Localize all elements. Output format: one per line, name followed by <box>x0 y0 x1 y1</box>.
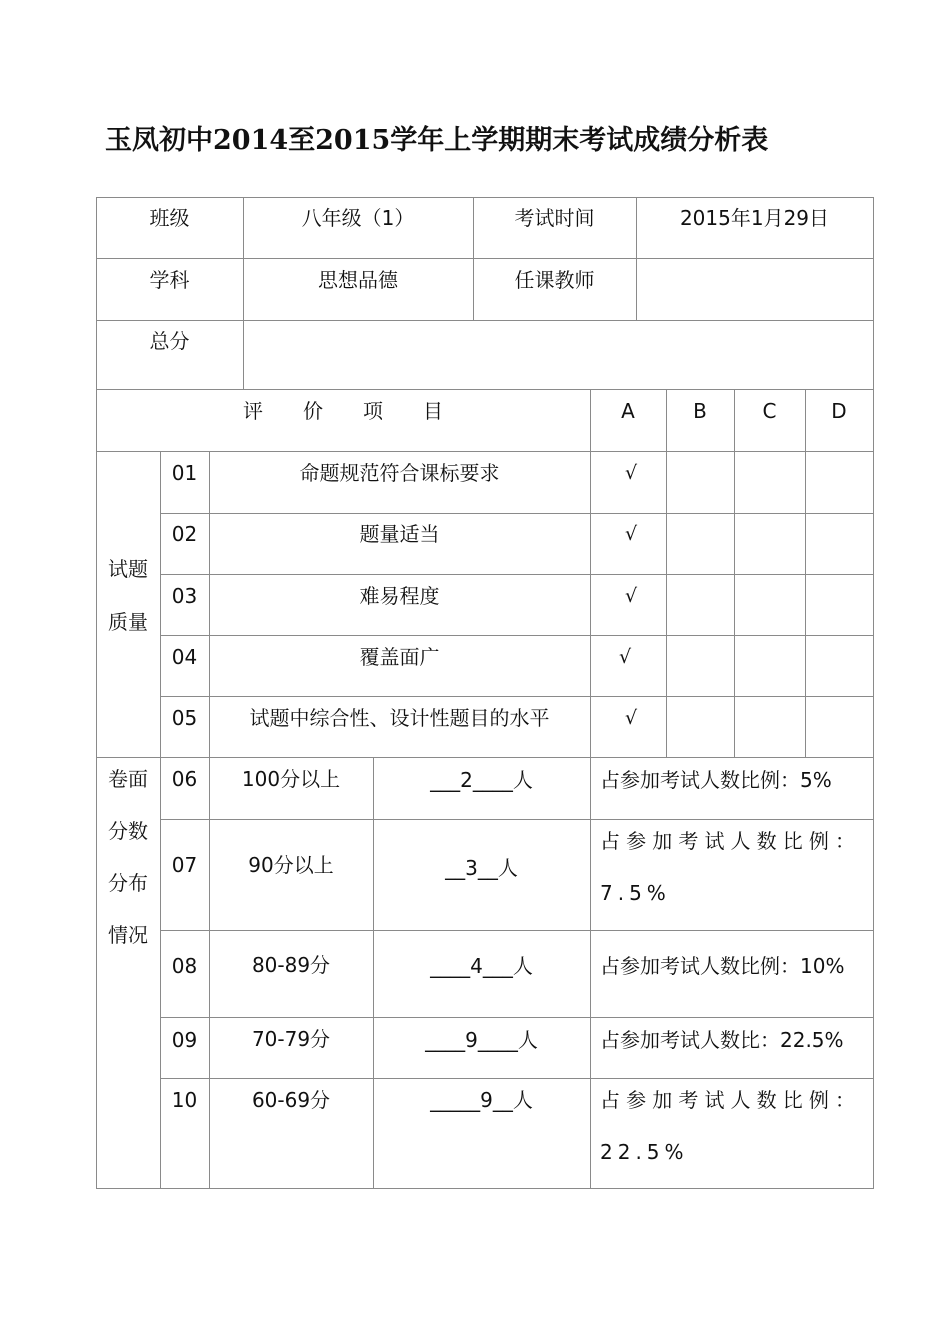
table-rule <box>96 757 874 758</box>
student-count: ___2____人 <box>430 768 533 792</box>
row-number: 03 <box>171 584 198 608</box>
row-number: 10 <box>171 1088 198 1112</box>
row-number: 08 <box>171 954 198 978</box>
ratio-text: 占参加考试人数比例：10% <box>600 954 845 978</box>
grade-b-header: B <box>693 399 707 423</box>
distribution-section-label: 卷面 <box>108 767 148 791</box>
table-rule <box>96 451 874 452</box>
class-label: 班级 <box>149 206 190 230</box>
table-rule <box>96 389 874 390</box>
table-rule <box>160 451 161 1188</box>
ratio-text: 占参加考试人数比例：22.5% <box>600 1088 860 1164</box>
subject-label: 学科 <box>149 268 190 292</box>
grade-c-header: C <box>762 399 777 423</box>
checkmark: √ <box>625 462 638 484</box>
grade-a-header: A <box>621 399 635 423</box>
score-range: 90分以上 <box>248 853 334 877</box>
table-border-bottom <box>96 1188 874 1189</box>
checkmark: √ <box>625 523 638 545</box>
table-rule <box>666 389 667 757</box>
table-border-top <box>96 197 874 198</box>
row-number: 04 <box>171 645 198 669</box>
distribution-section-label: 分布 <box>108 871 148 895</box>
table-rule <box>805 389 806 757</box>
row-number: 09 <box>171 1028 198 1052</box>
table-rule <box>209 451 210 1188</box>
student-count: ____4___人 <box>430 954 533 978</box>
checkmark: √ <box>619 646 632 668</box>
row-number: 07 <box>171 853 198 877</box>
table-rule <box>160 574 874 575</box>
student-count: __3__人 <box>445 856 518 880</box>
student-count: ____9____人 <box>425 1028 538 1052</box>
score-range: 100分以上 <box>241 767 341 791</box>
table-rule <box>160 513 874 514</box>
ratio-text: 占参加考试人数比：22.5% <box>600 1028 844 1052</box>
checkmark: √ <box>625 585 638 607</box>
evaluation-item: 题量适当 <box>359 522 440 546</box>
score-range: 70-79分 <box>251 1027 331 1051</box>
evaluation-item: 试题中综合性、设计性题目的水平 <box>249 706 550 730</box>
evaluation-item: 难易程度 <box>359 584 440 608</box>
grade-d-header: D <box>831 399 847 423</box>
score-range: 80-89分 <box>251 953 331 977</box>
exam-time-label: 考试时间 <box>514 206 595 230</box>
quality-section-label: 试题 <box>108 557 148 581</box>
evaluation-item: 命题规范符合课标要求 <box>299 461 500 485</box>
subject-value: 思想品德 <box>318 268 398 292</box>
distribution-section-label: 情况 <box>108 923 148 947</box>
table-rule <box>734 389 735 757</box>
table-rule <box>160 930 874 931</box>
student-count: _____9__人 <box>430 1088 533 1112</box>
ratio-text: 占参加考试人数比例：5% <box>600 768 832 792</box>
row-number: 02 <box>171 522 198 546</box>
table-border-right <box>873 197 874 1188</box>
total-score-label: 总分 <box>149 329 190 353</box>
row-number: 06 <box>171 767 198 791</box>
exam-time-value: 2015年1月29日 <box>679 206 830 230</box>
distribution-section-label: 分数 <box>108 819 148 843</box>
table-rule <box>160 696 874 697</box>
teacher-label: 任课教师 <box>514 268 595 292</box>
document-title: 玉凤初中2014至2015学年上学期期末考试成绩分析表 <box>105 125 769 156</box>
row-number: 01 <box>171 461 198 485</box>
score-range: 60-69分 <box>251 1088 331 1112</box>
table-rule <box>590 389 591 1188</box>
table-rule <box>160 635 874 636</box>
checkmark: √ <box>625 707 638 729</box>
quality-section-label: 质量 <box>108 610 148 634</box>
row-number: 05 <box>171 706 198 730</box>
evaluation-item: 覆盖面广 <box>359 645 440 669</box>
ratio-text: 占参加考试人数比例：7.5% <box>600 829 860 905</box>
table-rule <box>160 1017 874 1018</box>
table-rule <box>96 320 874 321</box>
class-value: 八年级（1） <box>301 206 415 230</box>
table-rule <box>96 258 874 259</box>
evaluation-items-header: 评 价 项 目 <box>243 399 443 423</box>
